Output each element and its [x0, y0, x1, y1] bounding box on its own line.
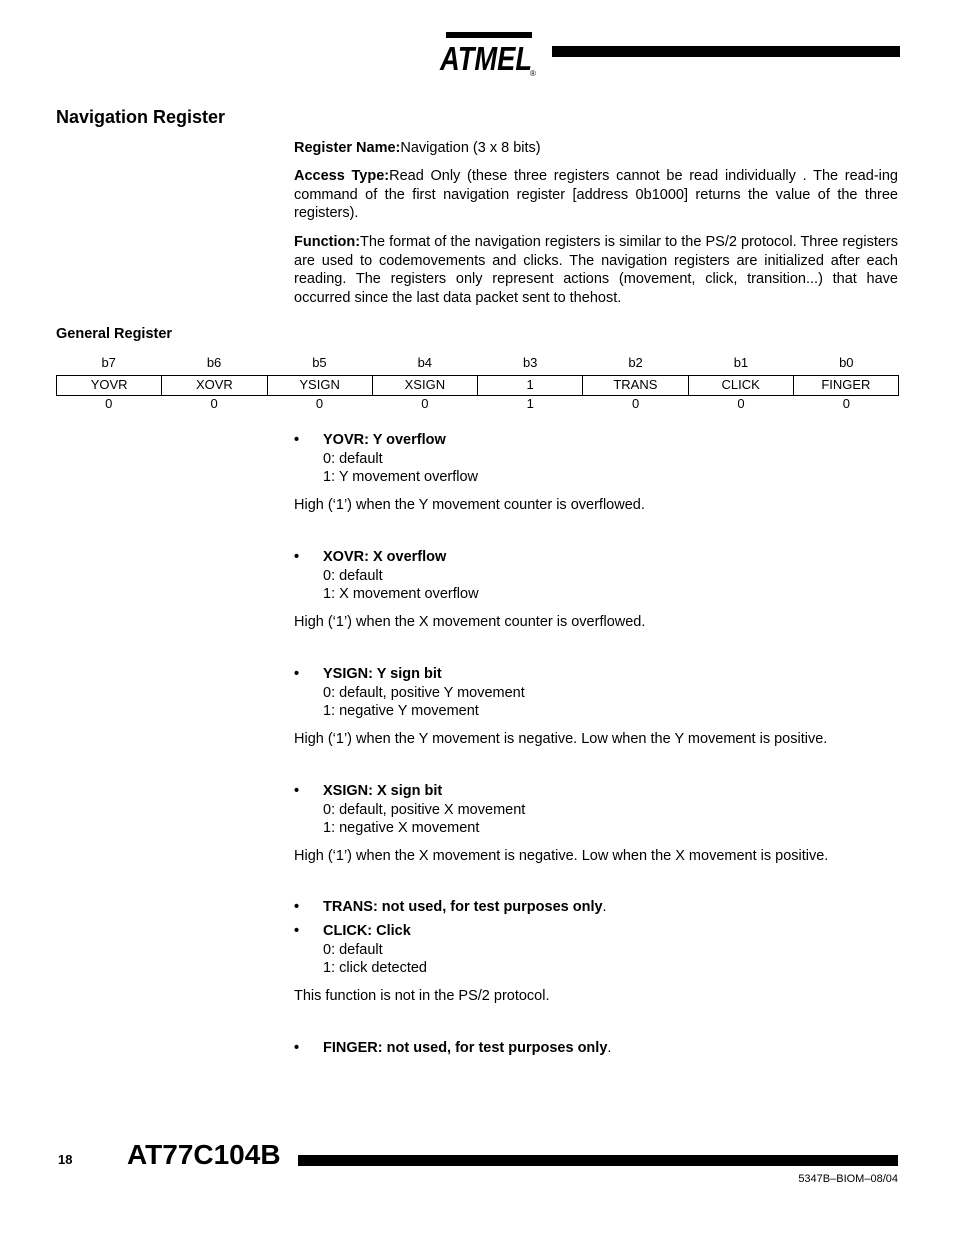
default-value: 0 — [842, 396, 850, 411]
default-value: 1 — [526, 396, 534, 411]
field-cell: YSIGN — [267, 376, 372, 395]
default-value: 0 — [421, 396, 429, 411]
bullet-title: YSIGN: Y sign bit — [323, 666, 442, 682]
bit-label: b6 — [206, 355, 222, 370]
field-cell: XOVR — [161, 376, 266, 395]
bullet-title — [323, 898, 607, 917]
bullet-title: XOVR: X overflow — [323, 549, 447, 565]
bullet-dot-icon: • — [294, 549, 300, 565]
register-name-para — [294, 139, 898, 158]
bullet-title-suffix: . — [607, 1040, 612, 1056]
bullet-desc: This function is not in the PS/2 protocol. — [294, 988, 550, 1004]
bit-label: b4 — [417, 355, 433, 370]
bullet-line: 1: X movement overflow — [323, 586, 479, 602]
bullet-line: 0: default — [323, 941, 383, 958]
bullet-dot-icon: • — [294, 1040, 300, 1056]
bullet-title-text: FINGER: not used, for test purposes only — [323, 1040, 608, 1056]
bullet-line: 0: default, positive X movement — [323, 801, 526, 818]
bullet-xovr — [294, 548, 479, 604]
field-cell: YOVR — [90, 377, 128, 392]
default-value: 0 — [315, 396, 324, 411]
svg-text:®: ® — [530, 69, 536, 78]
bullet-desc: High (‘1’) when the X movement is negative. Low when the X movement is positive. — [294, 848, 829, 864]
bullet-click — [294, 922, 427, 978]
model-name: AT77C104B — [127, 1139, 281, 1170]
bullet-title: YOVR: Y overflow — [323, 432, 446, 448]
bullet-line: 1: click detected — [323, 960, 427, 976]
field-cell: XSIGN — [372, 376, 477, 395]
field-cell: 1 — [477, 376, 582, 395]
bullet-line: 1: negative Y movement — [323, 703, 479, 719]
bit-label: b1 — [733, 355, 749, 370]
bit-label: b0 — [839, 355, 854, 370]
function-value: The format of the navigation registers is similar to the PS/2 protocol. Three registers are used to codemovements and clicks. The navigation registers are initialized after each reading. The registers only represent actions (movement, click, transition...) that have occurred since the last data packet sent to thehost. — [294, 234, 898, 306]
register-defaults — [56, 396, 899, 411]
bullet-title: XSIGN: X sign bit — [323, 783, 443, 799]
bullet-yovr — [294, 431, 478, 487]
general-register-title: General Register — [56, 326, 173, 342]
default-value: 0 — [210, 396, 218, 411]
bullet-xsign — [294, 782, 525, 838]
atmel-logo — [438, 30, 538, 78]
bullet-line: 0: default — [323, 450, 383, 467]
bullet-line: 1: Y movement overflow — [323, 469, 479, 485]
bullet-dot-icon: • — [294, 666, 300, 682]
footer-rule — [298, 1155, 898, 1166]
access-type-value: Read Only (these three registers cannot be read individually . The read-ing command of the first navigation register [address 0b1000] returns the value of the three registers). — [294, 168, 898, 221]
bullet-ysign — [294, 665, 525, 721]
field-cell: TRANS — [582, 376, 687, 395]
bullet-title — [323, 1039, 611, 1058]
register-fields — [56, 375, 899, 396]
bullet-finger — [294, 1039, 611, 1058]
bullet-trans — [294, 898, 607, 917]
bullet-dot-icon: • — [294, 432, 300, 448]
register-name-value: Navigation (3 x 8 bits) — [400, 140, 541, 156]
default-value: 0 — [105, 396, 113, 411]
bullet-title-suffix: . — [602, 899, 607, 915]
header-rule — [552, 46, 900, 57]
bullet-title-text: TRANS: not used, for test purposes only — [323, 899, 603, 915]
bullet-desc: High (‘1’) when the X movement counter is overflowed. — [294, 614, 646, 630]
bit-label: b3 — [522, 355, 538, 370]
register-name-label: Register Name: — [294, 140, 401, 156]
bullet-dot-icon: • — [294, 783, 300, 799]
field-cell: CLICK — [688, 376, 793, 395]
bullet-line: 1: negative X movement — [323, 820, 480, 836]
bit-label: b2 — [628, 355, 643, 370]
bullet-dot-icon: • — [294, 899, 300, 915]
bullet-line: 0: default, positive Y movement — [323, 684, 525, 701]
function-para — [294, 233, 898, 307]
svg-text:ATMEL: ATMEL — [439, 40, 532, 77]
bit-label: b7 — [101, 355, 116, 370]
function-label: Function: — [294, 234, 361, 250]
bullet-line: 0: default — [323, 567, 383, 584]
register-bit-labels — [56, 355, 899, 370]
access-type-label: Access Type: — [294, 168, 390, 184]
bullet-desc: High (‘1’) when the Y movement counter is overflowed. — [294, 497, 645, 513]
bullet-dot-icon: • — [294, 923, 300, 939]
page-number: 18 — [58, 1152, 73, 1167]
access-type-para — [294, 167, 898, 223]
bullet-desc: High (‘1’) when the Y movement is negative. Low when the Y movement is positive. — [294, 731, 828, 747]
bit-label: b5 — [312, 355, 327, 370]
doc-reference: 5347B–BIOM–08/04 — [798, 1173, 898, 1185]
bullet-title: CLICK: Click — [323, 923, 411, 939]
field-cell: FINGER — [793, 376, 898, 395]
default-value: 0 — [737, 396, 745, 411]
section-title: Navigation Register — [56, 107, 226, 127]
default-value: 0 — [631, 396, 640, 411]
